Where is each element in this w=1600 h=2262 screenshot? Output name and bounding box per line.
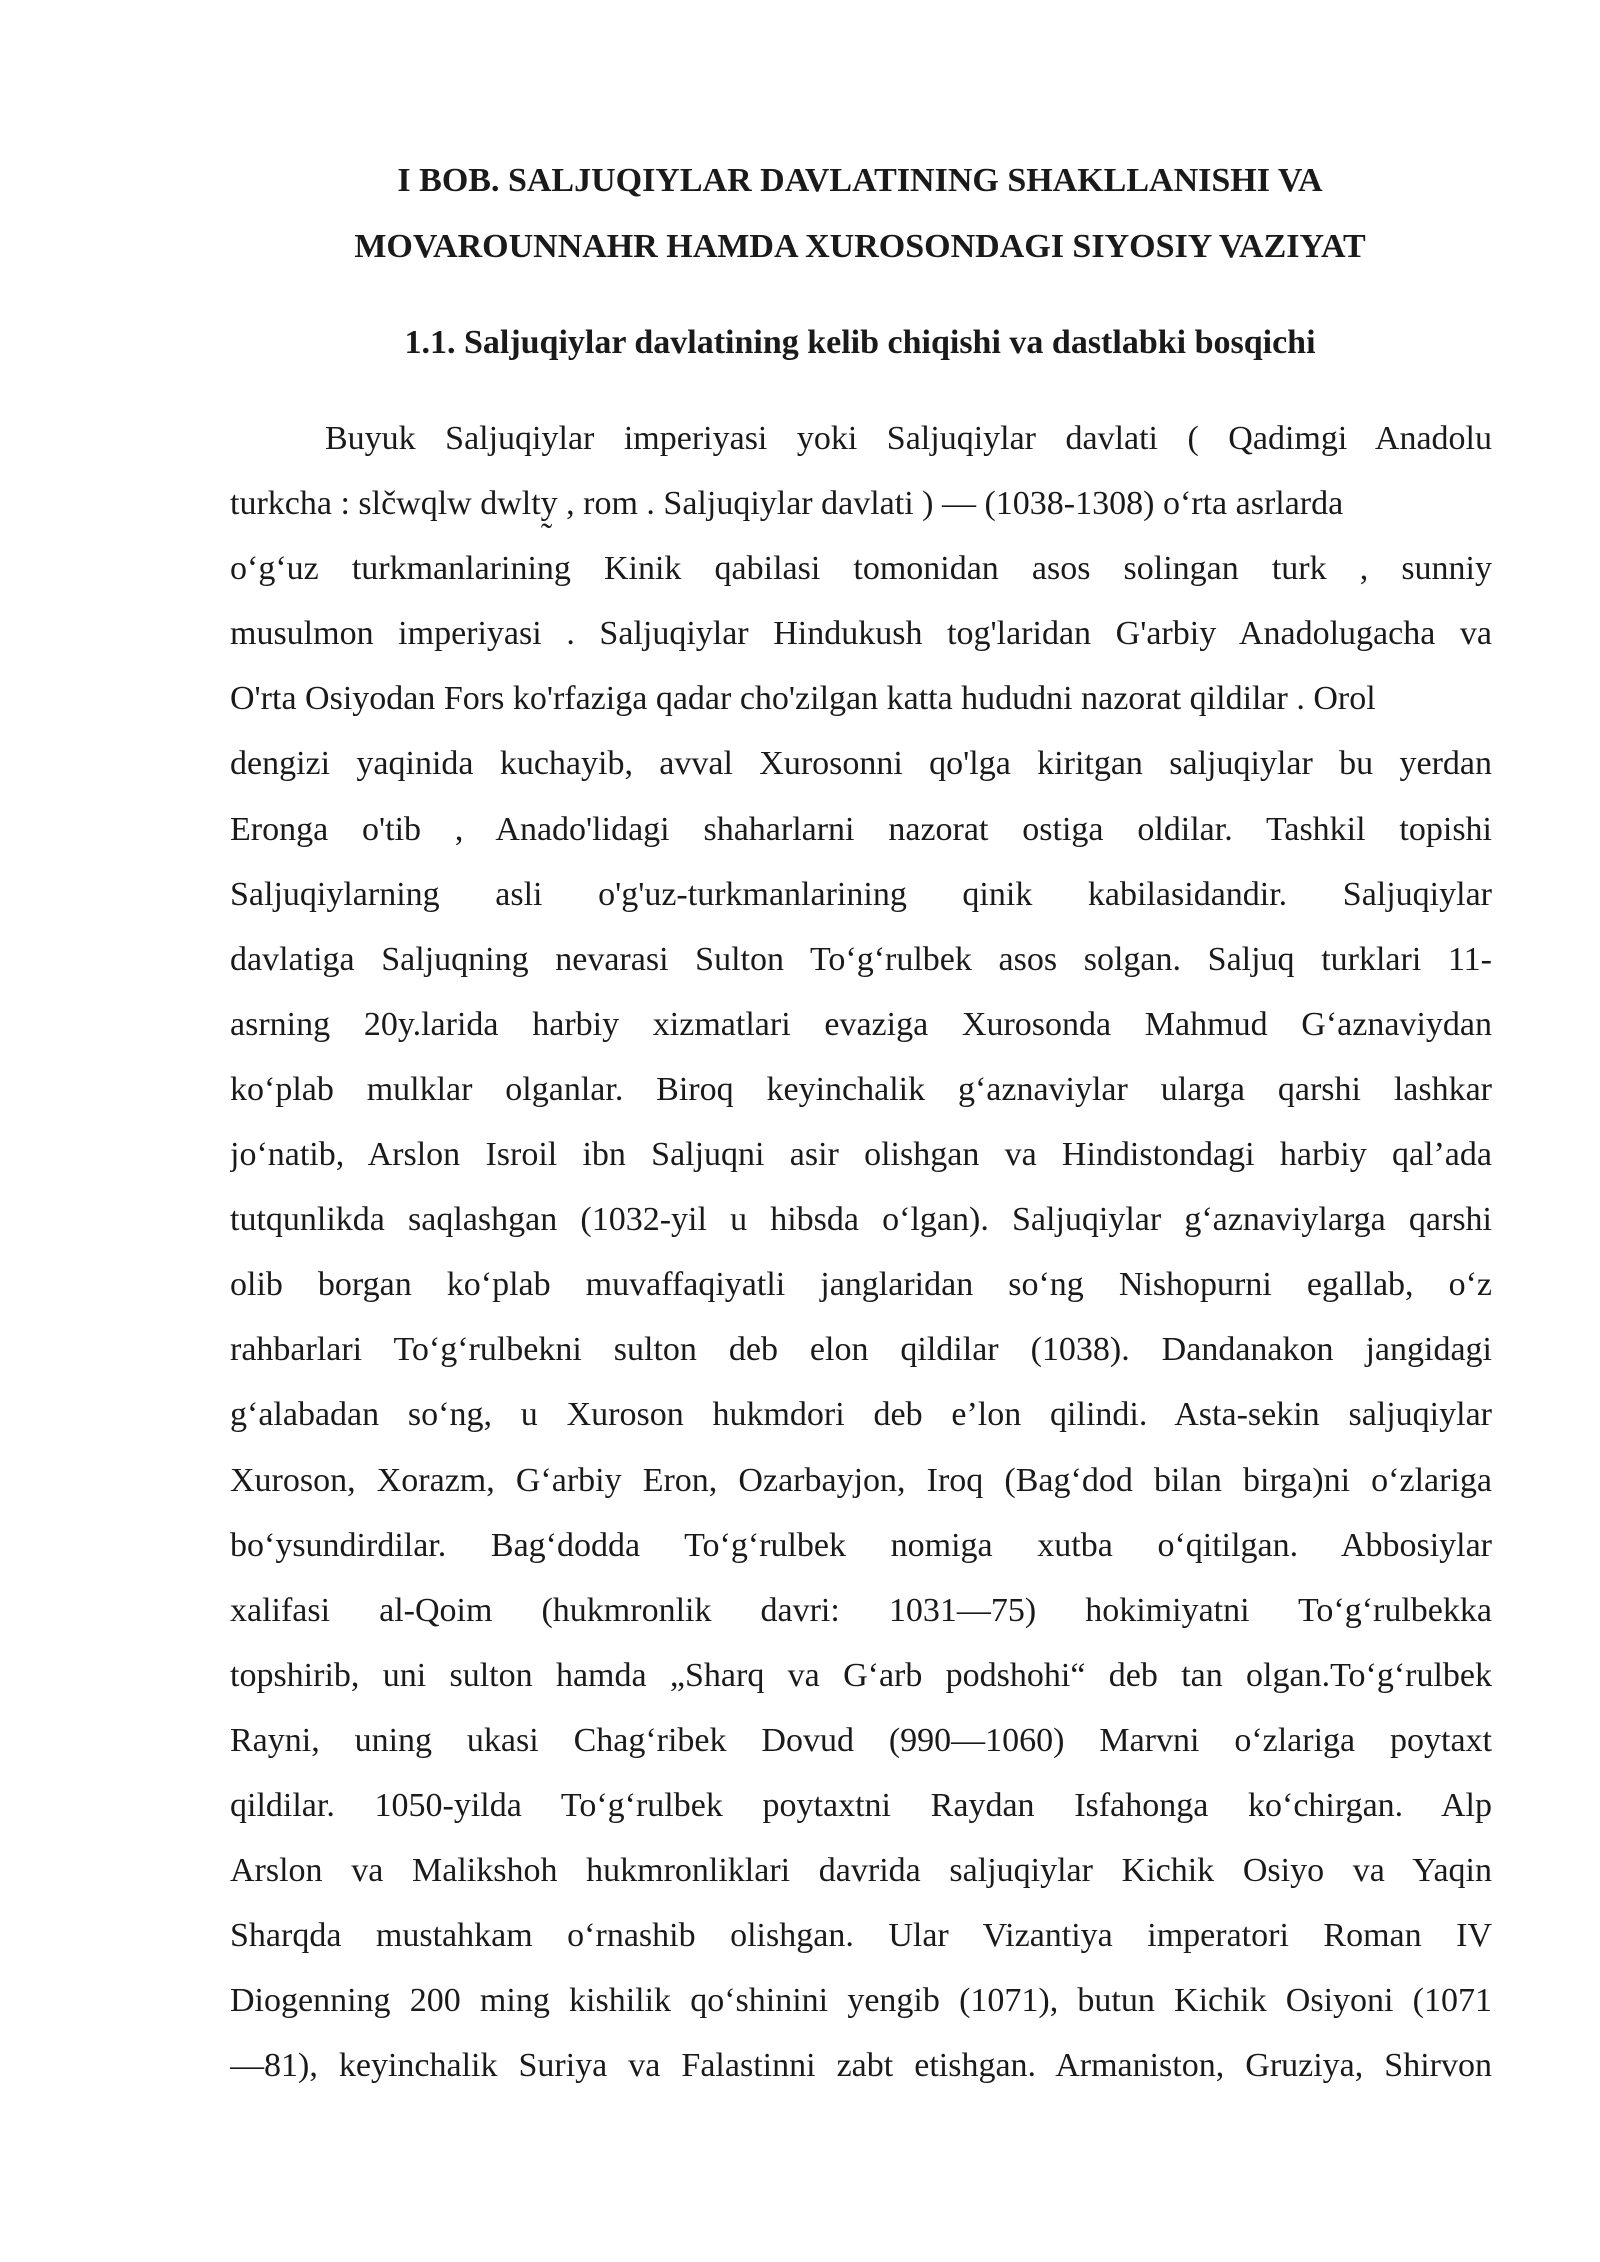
paragraph-line: musulmon imperiyasi . Saljuqiylar Hindukush tog'laridan G'arbiy Anadolugacha va <box>230 615 1492 653</box>
paragraph-line: Saljuqiylarning asli o'g'uz-turkmanlarining qinik kabilasidandir. Saljuqiylar <box>230 875 1492 913</box>
paragraph-line: gʻalabadan soʻng, u Xuroson hukmdori deb e’lon qilindi. Asta-sekin saljuqiylar <box>230 1396 1492 1434</box>
paragraph-line: Diogenning 200 ming kishilik qoʻshinini yengib (1071), butun Kichik Osiyoni (1071 <box>230 1982 1492 2020</box>
chapter-title-line: MOVAROUNNAHR HAMDA XUROSONDAGI SIYOSIY VAZIYAT <box>354 228 1366 265</box>
paragraph-line: boʻysundirdilar. Bagʻdodda Toʻgʻrulbek nomiga xutba oʻqitilgan. Abbosiylar <box>230 1526 1492 1564</box>
paragraph-line: koʻplab mulklar olganlar. Biroq keyinchalik gʻaznaviylar ularga qarshi lashkar <box>230 1070 1492 1108</box>
paragraph-line: Arslon va Malikshoh hukmronliklari davrida saljuqiylar Kichik Osiyo va Yaqin <box>230 1852 1492 1890</box>
paragraph-line: Xuroson, Xorazm, Gʻarbiy Eron, Ozarbayjon, Iroq (Bagʻdod bilan birga)ni oʻzlariga <box>230 1461 1492 1499</box>
paragraph-line: davlatiga Saljuqning nevarasi Sulton Toʻgʻrulbek asos solgan. Saljuq turklari 11- <box>230 940 1492 978</box>
paragraph-line: joʻnatib, Arslon Isroil ibn Saljuqni asir olishgan va Hindistondagi harbiy qal’ada <box>230 1136 1492 1174</box>
chapter-title <box>230 148 1490 280</box>
paragraph-line: asrning 20y.larida harbiy xizmatlari evaziga Xurosonda Mahmud Gʻaznaviydan <box>230 1005 1492 1043</box>
paragraph-line: rahbarlari Toʻgʻrulbekni sulton deb elon qildilar (1038). Dandanakon jangidagi <box>230 1331 1492 1369</box>
paragraph-line: O'rta Osiyodan Fors ko'rfaziga qadar cho'zilgan katta hududni nazorat qildilar . Orol <box>230 680 1376 718</box>
section-title: 1.1. Saljuqiylar davlatining kelib chiqishi va dastlabki bosqichi <box>404 324 1316 361</box>
body-paragraph <box>230 406 1492 2098</box>
paragraph-line: olib borgan koʻplab muvaffaqiyatli janglaridan soʻng Nishopurni egallab, oʻz <box>230 1266 1492 1304</box>
paragraph-line: turkcha : slčwqlw dwlty̰ , rom . Saljuqiylar davlati ) — (1038-1308) oʻrta asrlarda <box>230 485 1344 523</box>
paragraph-line: Buyuk Saljuqiylar imperiyasi yoki Saljuqiylar davlati ( Qadimgi Anadolu <box>325 420 1492 457</box>
paragraph-line: dengizi yaqinida kuchayib, avval Xurosonni qo'lga kiritgan saljuqiylar bu yerdan <box>230 745 1492 783</box>
paragraph-line: Rayni, uning ukasi Chagʻribek Dovud (990—1060) Marvni oʻzlariga poytaxt <box>230 1721 1492 1759</box>
paragraph-line: oʻgʻuz turkmanlarining Kinik qabilasi tomonidan asos solingan turk , sunniy <box>230 550 1492 588</box>
paragraph-line: —81), keyinchalik Suriya va Falastinni zabt etishgan. Armaniston, Gruziya, Shirvon <box>230 2047 1492 2085</box>
paragraph-line: Eronga o'tib , Anado'lidagi shaharlarni nazorat ostiga oldilar. Tashkil topishi <box>230 810 1492 848</box>
paragraph-line: xalifasi al-Qoim (hukmronlik davri: 1031—75) hokimiyatni Toʻgʻrulbekka <box>230 1591 1492 1629</box>
paragraph-line: Sharqda mustahkam oʻrnashib olishgan. Ular Vizantiya imperatori Roman IV <box>230 1917 1492 1955</box>
paragraph-line: topshirib, uni sulton hamda „Sharq va Gʻarb podshohi“ deb tan olgan.Toʻgʻrulbek <box>230 1656 1492 1694</box>
paragraph-line: tutqunlikda saqlashgan (1032-yil u hibsda oʻlgan). Saljuqiylar gʻaznaviylarga qarshi <box>230 1201 1492 1239</box>
paragraph-line: qildilar. 1050-yilda Toʻgʻrulbek poytaxtni Raydan Isfahonga koʻchirgan. Alp <box>230 1786 1492 1824</box>
chapter-title-line: I BOB. SALJUQIYLAR DAVLATINING SHAKLLANISHI VA <box>397 162 1323 199</box>
